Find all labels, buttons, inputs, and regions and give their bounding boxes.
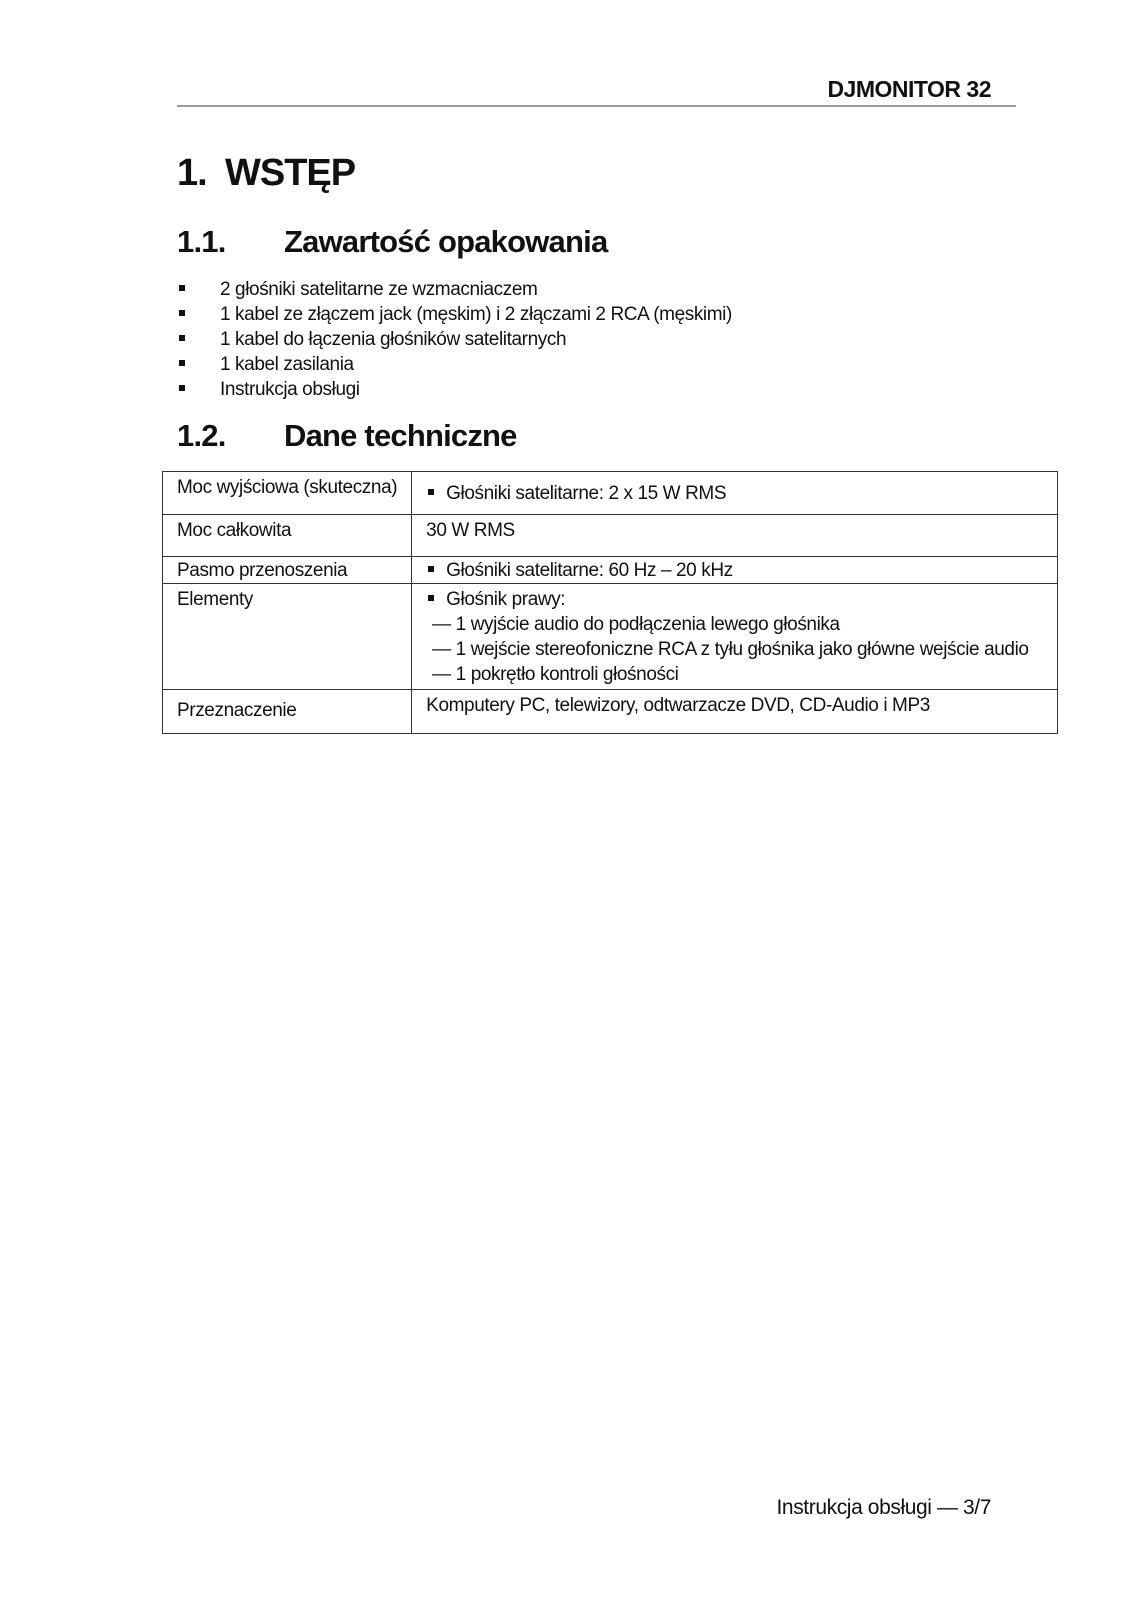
spec-value-text: Głośnik prawy: [446, 589, 566, 610]
technical-specs-table [162, 471, 1058, 734]
square-bullet-icon [428, 566, 434, 572]
section-number: 1. [177, 152, 207, 194]
section-title: WSTĘP [225, 152, 356, 194]
list-item-text: 2 głośniki satelitarne ze wzmacniaczem [220, 279, 538, 300]
list-item [177, 327, 732, 352]
spec-detail-line: — 1 wyjście audio do podłączenia lewego głośnika [432, 614, 840, 635]
spec-value [412, 584, 1058, 690]
subsection-heading-contents [177, 224, 607, 260]
square-bullet-icon [179, 385, 185, 391]
subsection-title: Dane techniczne [284, 418, 517, 453]
subsection-number: 1.2. [177, 418, 226, 453]
subsection-heading-specs [177, 418, 517, 454]
spec-value-text: Głośniki satelitarne: 60 Hz – 20 kHz [446, 560, 733, 581]
table-row [163, 690, 1058, 734]
table-row [163, 472, 1058, 515]
square-bullet-icon [179, 360, 185, 366]
list-item-text: 1 kabel ze złączem jack (męskim) i 2 złączami 2 RCA (męskimi) [220, 304, 732, 325]
document-header-title: DJMONITOR 32 [827, 76, 991, 102]
page-footer: Instrukcja obsługi — 3/7 [776, 1496, 991, 1519]
spec-label: Pasmo przenoszenia [163, 557, 412, 584]
subsection-number: 1.1. [177, 224, 226, 259]
square-bullet-icon [428, 489, 434, 495]
square-bullet-icon [428, 595, 434, 601]
list-item [177, 302, 732, 327]
spec-value [412, 472, 1058, 515]
header-divider [177, 105, 1016, 107]
square-bullet-icon [179, 285, 185, 291]
list-item [177, 277, 732, 302]
table-row [163, 515, 1058, 557]
square-bullet-icon [179, 335, 185, 341]
list-item-text: 1 kabel zasilania [220, 354, 354, 375]
list-item [177, 377, 732, 402]
spec-label: Moc wyjściowa (skuteczna) [163, 472, 412, 515]
spec-detail-line: — 1 pokrętło kontroli głośności [432, 664, 679, 685]
spec-label: Elementy [163, 584, 412, 690]
spec-label: Przeznaczenie [163, 690, 412, 734]
table-row [163, 584, 1058, 690]
list-item-text: 1 kabel do łączenia głośników satelitarnych [220, 329, 567, 350]
square-bullet-icon [179, 310, 185, 316]
package-contents-list [177, 277, 732, 402]
subsection-title: Zawartość opakowania [284, 224, 608, 259]
spec-detail-line: — 1 wejście stereofoniczne RCA z tyłu głośnika jako główne wejście audio [432, 639, 1029, 660]
spec-value: Komputery PC, telewizory, odtwarzacze DVD, CD-Audio i MP3 [412, 690, 1058, 734]
spec-value [412, 557, 1058, 584]
section-heading-wstep [177, 152, 355, 195]
spec-label: Moc całkowita [163, 515, 412, 557]
spec-value-text: Głośniki satelitarne: 2 x 15 W RMS [446, 483, 727, 504]
list-item-text: Instrukcja obsługi [220, 379, 360, 400]
list-item [177, 352, 732, 377]
spec-value: 30 W RMS [412, 515, 1058, 557]
table-row [163, 557, 1058, 584]
